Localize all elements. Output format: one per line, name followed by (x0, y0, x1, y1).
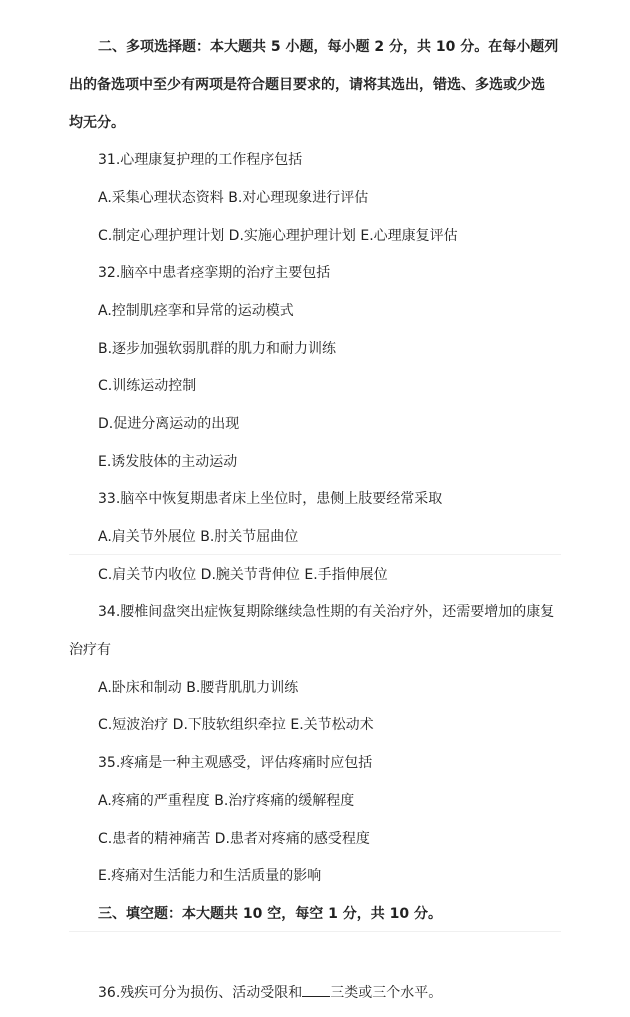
section3-heading: 三、填空题：本大题共 10 空，每空 1 分，共 10 分。 (98, 906, 442, 922)
q35-options-line2: C.患者的精神痛苦 D.患者对疼痛的感受程度 (98, 831, 370, 847)
q32-option-b: B.逐步加强软弱肌群的肌力和耐力训练 (98, 341, 337, 357)
q32-option-d: D.促进分离运动的出现 (98, 416, 240, 432)
q33-options-line1: A.肩关节外展位 B.肘关节屈曲位 (98, 529, 299, 545)
q31-options-line1: A.采集心理状态资料 B.对心理现象进行评估 (98, 190, 369, 206)
q34-options-line2: C.短波治疗 D.下肢软组织牵拉 E.关节松动术 (98, 717, 374, 733)
section2-heading-line3: 均无分。 (69, 115, 125, 131)
fill-in-blank (302, 982, 330, 997)
q31-options-line2: C.制定心理护理计划 D.实施心理护理计划 E.心理康复评估 (98, 228, 458, 244)
divider-line (69, 554, 561, 555)
section2-heading-line2: 出的备选项中至少有两项是符合题目要求的，请将其选出，错选、多选或少选 (69, 77, 545, 93)
q34-options-line1: A.卧床和制动 B.腰背肌肌力训练 (98, 680, 299, 696)
q35-options-line1: A.疼痛的严重程度 B.治疗疼痛的缓解程度 (98, 793, 355, 809)
q34-stem-line1: 34.腰椎间盘突出症恢复期除继续急性期的有关治疗外，还需要增加的康复 (98, 604, 555, 620)
q31-stem: 31.心理康复护理的工作程序包括 (98, 152, 303, 168)
q35-stem: 35.疼痛是一种主观感受，评估疼痛时应包括 (98, 755, 373, 771)
q32-option-a: A.控制肌痉挛和异常的运动模式 (98, 303, 294, 319)
divider-line (69, 931, 561, 932)
q36-stem-before: 36.残疾可分为损伤、活动受限和 (98, 985, 303, 1001)
q36-stem (98, 982, 442, 1000)
q35-option-e: E.疼痛对生活能力和生活质量的影响 (98, 868, 322, 884)
q33-options-line2: C.肩关节内收位 D.腕关节背伸位 E.手指伸展位 (98, 567, 388, 583)
q33-stem: 33.脑卒中恢复期患者床上坐位时，患侧上肢要经常采取 (98, 491, 443, 507)
q36-stem-after: 三类或三个水平。 (330, 985, 443, 1001)
q32-option-c: C.训练运动控制 (98, 378, 197, 394)
q32-option-e: E.诱发肢体的主动运动 (98, 454, 238, 470)
q32-stem: 32.脑卒中患者痉挛期的治疗主要包括 (98, 265, 331, 281)
section2-heading-line1: 二、多项选择题：本大题共 5 小题，每小题 2 分，共 10 分。在每小题列 (98, 39, 559, 55)
q34-stem-line2: 治疗有 (69, 642, 111, 658)
